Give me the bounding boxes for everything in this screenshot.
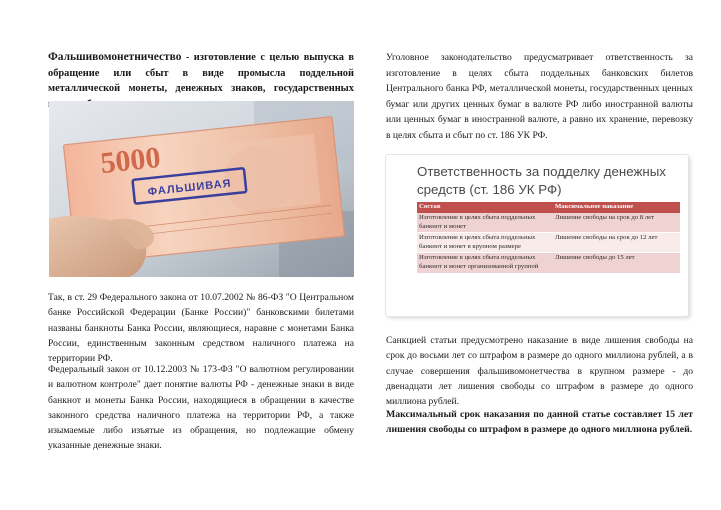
lead-definition: - изготовление с целью выпуска в обращение или сбыт в виде промысла поддельной металлической монеты, денежных знаков, государственных [48,52,354,95]
counterfeit-banknote-photo [49,101,354,277]
right-paragraph-2: Санкцией статьи предусмотрено наказание в виде лишения свободы на срок до восьми лет со штрафом в размере до одного миллиона рублей, а в случае совершения фальшивомонетчества в крупном размере - до двенадцати лет лишения свободы со штрафом в размере до одного миллиона рублей. [386,335,693,408]
table-row [417,253,680,273]
left-paragraph-2: Федеральный закон от 10.12.2003 № 173-ФЗ "О валютном регулировании и валютном контроле" дает понятие валюты РФ - денежные знаки в виде банкнот и монеты Банка России, находящиеся в обращении в качестве законного средства наличного платежа на территории РФ, а также изымаемые либо изъятые из обращения, но подлежащие обмену указанные денежные знаки. [48,364,354,452]
penalty-table [417,202,680,274]
table-row [417,213,680,233]
right-paragraph-1: Уголовное законодательство предусматривает ответственность за изготовление в целях сбыта поддельных банковских билетов Центрального банка РФ, металлической монеты, государственных ценных бумаг или других ценных бумаг в валюте РФ либо иностранной валюты или ценных бумаг в иностранной валюте, а равно их хранение, перевозку в целях сбыта и сбыт по ст. 186 УК РФ. [386,52,693,141]
table-cell: Изготовление в целях сбыта поддельных банкнот и монет [417,213,553,233]
penalty-slide [386,155,688,316]
table-cell: Лишение свободы на срок до 8 лет [553,213,680,233]
table-cell: Изготовление в целях сбыта поддельных банкнот и монет организованной группой [417,253,553,273]
slide-title: Ответственность за подделку денежных средств (ст. 186 УК РФ) [417,164,666,197]
lead-term: Фальшивомонетничество [48,51,182,63]
table-cell: Изготовление в целях сбыта поддельных банкнот и монет в крупном размере [417,233,553,253]
table-cell: Лишение свободы до 15 лет [553,253,680,273]
right-paragraph-3: Максимальный срок наказания по данной статье составляет 15 лет лишения свободы со штрафом в размере до одного миллиона рублей. [386,409,693,436]
table-cell: Лишение свободы на срок до 12 лет [553,233,680,253]
table-header-cell: Состав [417,202,553,213]
left-paragraph-1: Так, в ст. 29 Федерального закона от 10.07.2002 № 86-ФЗ "О Центральном банке Российской Федерации (Банке России)" банковскими билетами названы банкноты Банка России, являющиеся, наравне с монетами Банка России, единственным законным средством наличного платежа на территории РФ. [48,292,354,365]
table-header-cell: Максимальное наказание [553,202,680,213]
table-header-row [417,202,680,213]
table-row [417,233,680,253]
banknote-denomination: 5000 [98,140,162,181]
banknote-illustration [49,101,354,277]
counterfeit-stamp: ФАЛЬШИВАЯ [147,177,233,199]
